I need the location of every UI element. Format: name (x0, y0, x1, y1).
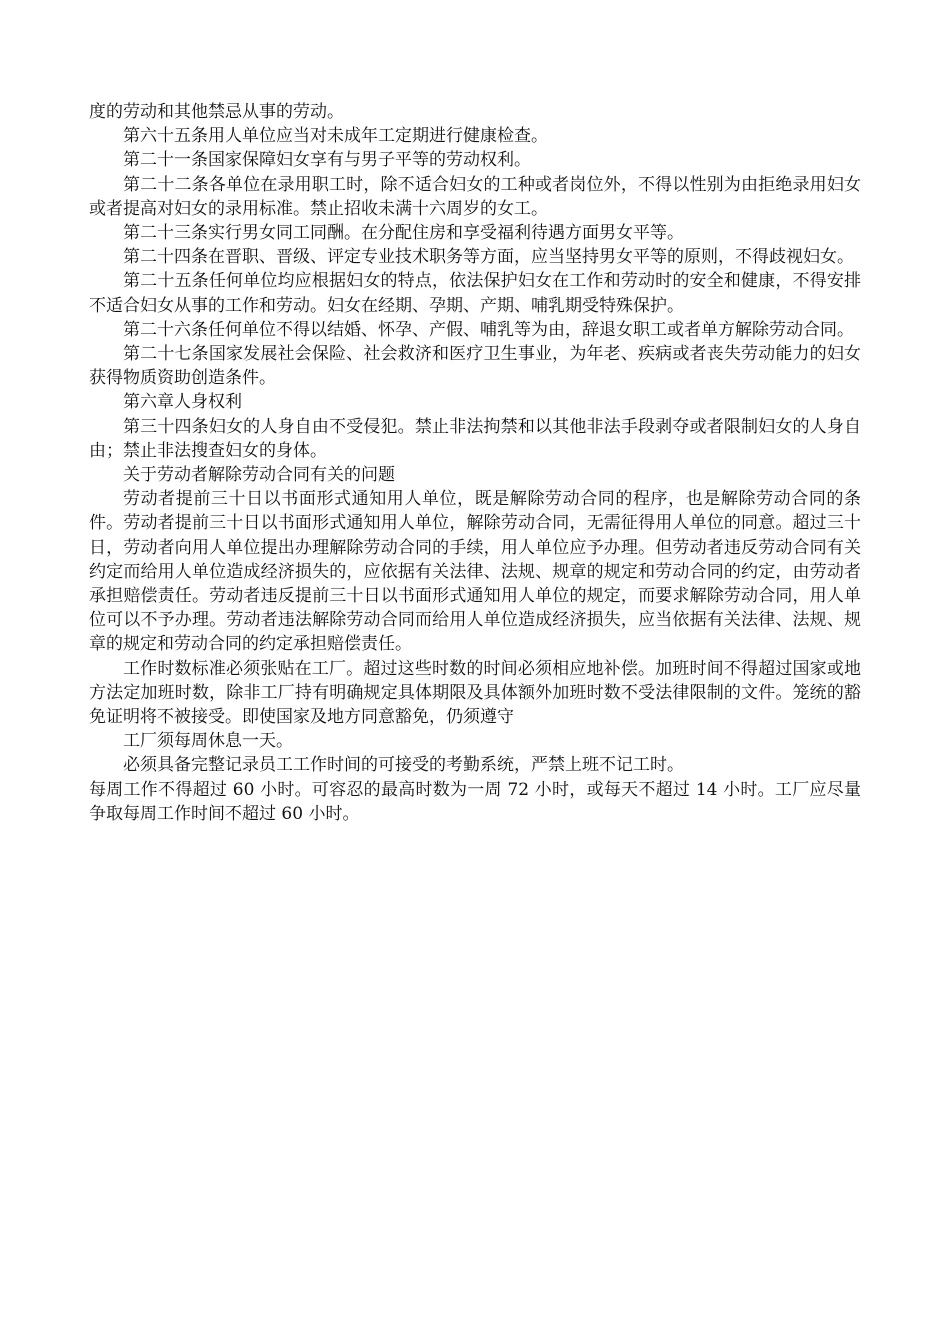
paragraph: 每周工作不得超过 60 小时。可容忍的最高时数为一周 72 小时，或每天不超过 14 小时。工厂应尽量争取每周工作时间不超过 60 小时。 (89, 779, 861, 824)
paragraph: 第二十五条任何单位均应根据妇女的特点，依法保护妇女在工作和劳动时的安全和健康，不得安排不适合妇女从事的工作和劳动。妇女在经期、孕期、产期、哺乳期受特殊保护。 (89, 271, 861, 316)
paragraph: 第二十七条国家发展社会保险、社会救济和医疗卫生事业，为年老、疾病或者丧失劳动能力的妇女获得物质资助创造条件。 (89, 344, 861, 389)
paragraph: 第二十一条国家保障妇女享有与男子平等的劳动权利。 (123, 150, 531, 171)
paragraph: 第二十四条在晋职、晋级、评定专业技术职务等方面，应当坚持男女平等的原则，不得歧视妇女。 (123, 247, 854, 268)
paragraph: 第二十二条各单位在录用职工时，除不适合妇女的工种或者岗位外，不得以性别为由拒绝录用妇女或者提高对妇女的录用标准。禁止招收未满十六周岁的女工。 (89, 174, 861, 219)
paragraph: 劳动者提前三十日以书面形式通知用人单位，既是解除劳动合同的程序，也是解除劳动合同的条件。劳动者提前三十日以书面形式通知用人单位，解除劳动合同，无需征得用人单位的同意。超过三十日，劳动者向用人单位提出办理解除劳动合同的手续，用人单位应予办理。但劳动者违反劳动合同有关约定而给用人单位造成经济损失的，应依据有关法律、法规、规章的规定和劳动合同的约定，由劳动者承担赔偿责任。劳动者违反提前三十日以书面形式通知用人单位的规定，而要求解除劳动合同，用人单位可以不予办理。劳动者违法解除劳动合同而给用人单位造成经济损失，应当依据有关法律、法规、规章的规定和劳动合同的约定承担赔偿责任。 (89, 489, 861, 655)
paragraph: 度的劳动和其他禁忌从事的劳动。 (89, 102, 344, 122)
section-heading: 关于劳动者解除劳动合同有关的问题 (123, 465, 395, 486)
paragraph: 必须具备完整记录员工工作时间的可接受的考勤系统，严禁上班不记工时。 (123, 755, 684, 776)
paragraph: 第六十五条用人单位应当对未成年工定期进行健康检查。 (123, 126, 548, 147)
chapter-heading: 第六章人身权利 (123, 392, 242, 413)
paragraph: 工厂须每周休息一天。 (123, 731, 293, 752)
paragraph: 第二十六条任何单位不得以结婚、怀孕、产假、哺乳等为由，辞退女职工或者单方解除劳动合同。 (123, 319, 854, 340)
paragraph: 工作时数标准必须张贴在工厂。超过这些时数的时间必须相应地补偿。加班时间不得超过国家或地方法定加班时数，除非工厂持有明确规定具体期限及具体额外加班时数不受法律限制的文件。笼统的豁免证明将不被接受。即使国家及地方同意豁免，仍须遵守 (89, 658, 861, 728)
paragraph: 第二十三条实行男女同工同酬。在分配住房和享受福利待遇方面男女平等。 (123, 223, 684, 244)
paragraph: 第三十四条妇女的人身自由不受侵犯。禁止非法拘禁和以其他非法手段剥夺或者限制妇女的人身自由；禁止非法搜查妇女的身体。 (89, 416, 861, 461)
document-body (89, 100, 861, 826)
